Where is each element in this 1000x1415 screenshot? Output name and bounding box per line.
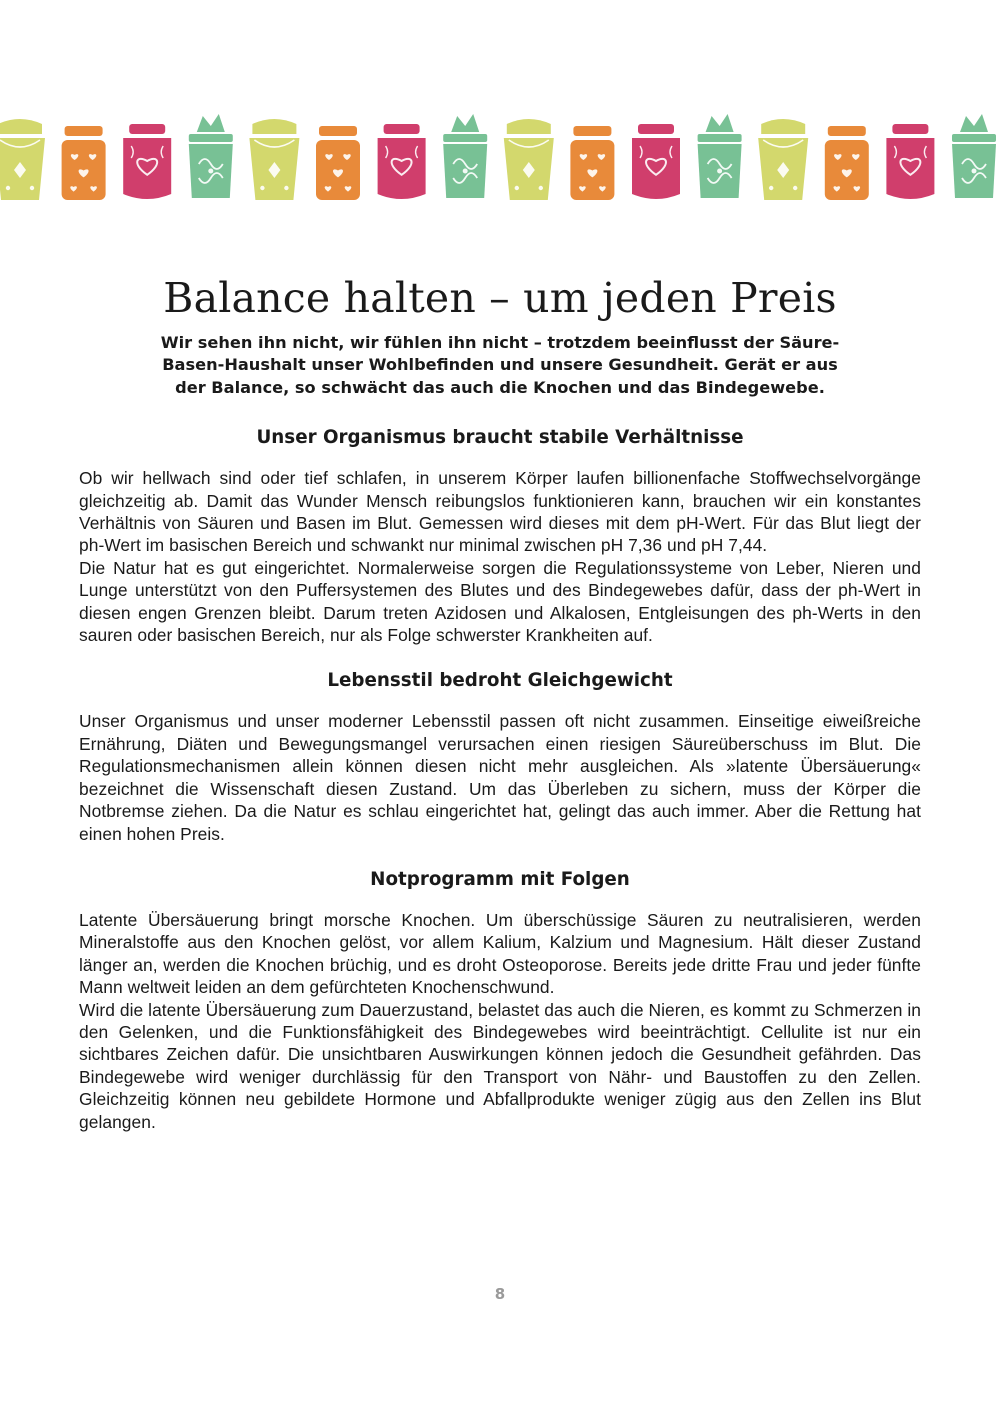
section-paragraph: Die Natur hat es gut eingerichtet. Normalerweise sorgen die Regulationssysteme von Leber, Nieren und Lunge unterstützt von den Puffersystemen des Blutes und des Bindegewebes dafür, dass der ph-Wert in diesen engen Grenzen bleibt. Darum treten Azidosen und Alkalosen, Entgleisungen des ph-Werts in den sauren oder basischen Bereich, nur als Folge schwerster Krankheiten auf. <box>79 557 921 646</box>
jar-orange-icon <box>316 126 360 200</box>
jar-green-icon <box>189 114 233 198</box>
article <box>79 270 921 1133</box>
jar-green-icon <box>952 114 996 198</box>
jar-banner-illustration <box>0 110 1000 206</box>
section-paragraph: Wird die latente Übersäuerung zum Dauerzustand, belastet das auch die Nieren, es kommt zu Schmerzen in den Gelenken, und die Funktionsfähigkeit des Bindegewebes wird beeinträchtigt. Cellulite ist nur ein sichtbares Zeichen dafür. Die unsichtbaren Auswirkungen können jedoch die Gesundheit gefährden. Das Bindegewebe wird weniger durchlässig für den Transport von Nähr- und Baustoffen zu den Zellen. Gleichzeitig können neu gebildete Hormone und Abfallprodukte weniger zügig aus den Zellen ins Blut gelangen. <box>79 999 921 1132</box>
jar-orange-icon <box>62 126 106 200</box>
jar-pink-icon <box>632 124 680 199</box>
jar-pink-icon <box>123 124 171 199</box>
jar-yellow-icon <box>504 119 554 200</box>
lead-paragraph: Wir sehen ihn nicht, wir fühlen ihn nicht – trotzdem beeinflusst der Säure-Basen-Haushalt unser Wohlbefinden und unsere Gesundheit. Gerät er aus der Balance, so schwächt das auch die Knochen und das Bindegewebe. <box>160 333 840 397</box>
section-heading-lebensstil: Lebensstil bedroht Gleichgewicht <box>327 670 673 692</box>
section-heading-organismus: Unser Organismus braucht stabile Verhältnisse <box>256 427 744 449</box>
page-number: 8 <box>494 1285 506 1303</box>
page-title: Balance halten – um jeden Preis <box>163 274 837 322</box>
jar-orange-icon <box>570 126 614 200</box>
section-paragraph: Unser Organismus und unser moderner Lebensstil passen oft nicht zusammen. Einseitige eiweißreiche Ernährung, Diäten und Bewegungsmangel verursachen einen riesigen Säureüberschuss im Blut. Die Regulationsmechanismen allein können diesen nicht mehr ausgleichen. Als »latente Übersäuerung« bezeichnet die Wissenschaft diesen Zustand. Um das Überleben zu sichern, muss der Körper die Notbremse ziehen. Da die Natur es schlau eingerichtet hat, gelingt das auch immer. Aber die Rettung hat einen hohen Preis. <box>79 711 921 844</box>
jar-orange-icon <box>825 126 869 200</box>
jar-green-icon <box>698 114 742 198</box>
section-paragraph: Latente Übersäuerung bringt morsche Knochen. Um überschüssige Säuren zu neutralisieren, werden Mineralstoffe aus den Knochen gelöst, vor allem Kalium, Kalzium und Magnesium. Hält dieser Zustand länger an, werden die Knochen brüchig, und es droht Osteoporose. Bereits jede dritte Frau und jeder fünfte Mann weltweit leiden an dem gefürchteten Knochenschwund. <box>79 909 921 998</box>
jar-pink-icon <box>378 124 426 199</box>
jar-yellow-icon <box>758 119 808 200</box>
jar-yellow-icon <box>249 119 299 200</box>
section-paragraph: Ob wir hellwach sind oder tief schlafen, in unserem Körper laufen billionenfache Stoffwechselvorgänge gleichzeitig ab. Damit das Wunder Mensch reibungslos funktionieren kann, brauchen wir ein konstantes Verhältnis von Säuren und Basen im Blut. Gemessen wird dieses mit dem pH-Wert. Für das Blut liegt der ph-Wert im basischen Bereich und schwankt nur minimal zwischen pH 7,36 und pH 7,44. <box>79 468 921 556</box>
jar-green-icon <box>443 114 487 198</box>
section-heading-notprogramm: Notprogramm mit Folgen <box>370 868 630 890</box>
jar-yellow-icon <box>0 119 45 200</box>
jar-pink-icon <box>886 124 934 199</box>
jar-banner <box>0 110 1000 206</box>
